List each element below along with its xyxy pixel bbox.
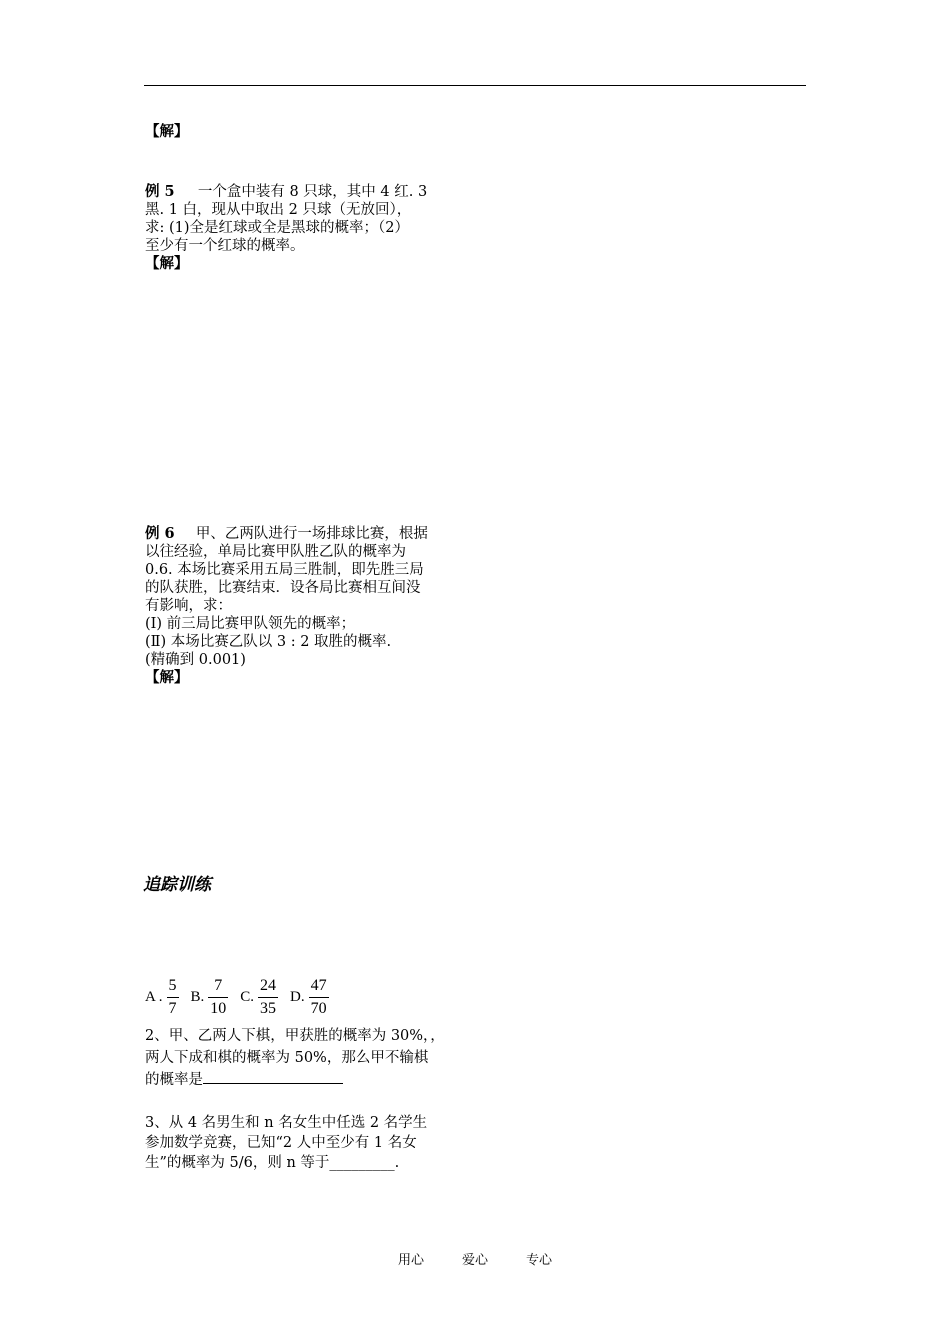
footer-text: 专心	[526, 1253, 553, 1268]
footer-text: 用心	[397, 1253, 424, 1268]
example-5	[145, 183, 465, 273]
example-6-line: 甲、乙两队进行一场排球比赛，根据	[195, 526, 428, 542]
option-c: C. $\frac{24}{35}$	[240, 975, 278, 1020]
example-5-line: 黑. 1 白，现从中取出 2 只球（无放回），	[145, 202, 412, 218]
footer-text: 爱心	[461, 1253, 488, 1268]
question-3-line: 3、从 4 名男生和 n 名女生中任选 2 名学生	[145, 1115, 428, 1131]
answer-blank	[203, 1069, 343, 1084]
example-6-line: 的队获胜，比赛结束．设各局比赛相互间没	[145, 580, 421, 596]
practice-heading: 追踪训练	[143, 875, 211, 895]
example-6-line: 有影响，求：	[145, 598, 232, 614]
example-6-label: 例 6	[145, 525, 175, 542]
example-5-label: 例 5	[145, 183, 175, 200]
fraction: $\frac{47}{70}$	[309, 975, 329, 1020]
example-6-line: 以往经验，单局比赛甲队胜乙队的概率为	[145, 544, 406, 560]
question-2-line: 2、甲、乙两人下棋，甲获胜的概率为 30%，，	[145, 1028, 445, 1044]
fraction: $\frac{7}{10}$	[208, 975, 228, 1020]
question-2-line: 两人下成和棋的概率为 50%，那么甲不输棋	[145, 1050, 429, 1066]
question-3: 3、从 4 名男生和 n 名女生中任选 2 名学生 参加数学竞赛，已知“2 人中至少有 1 名女 生”的概率为 5/6，则 n 等于_________.	[145, 1112, 475, 1172]
fraction: $\frac{24}{35}$	[258, 975, 278, 1020]
example-6-line: (精确到 0.001)	[145, 652, 246, 668]
example-5-line: 一个盒中装有 8 只球，其中 4 红. 3	[197, 184, 428, 200]
question-2	[145, 1025, 475, 1091]
question-3-line: 生”的概率为 5/6，则 n 等于	[145, 1155, 330, 1171]
example-5-line: 求: (1)全是红球或全是黑球的概率；（2）	[145, 220, 410, 236]
option-b: B. $\frac{7}{10}$	[191, 975, 229, 1020]
question-2-line: 的概率是	[145, 1072, 203, 1088]
solution-label-3: 【解】	[145, 669, 189, 686]
fraction: $\frac{5}{7}$	[167, 975, 179, 1020]
solution-label-1: 【解】	[145, 123, 189, 140]
example-5-line: 至少有一个红球的概率。	[145, 238, 305, 254]
example-6	[145, 525, 465, 687]
answer-blank: _________	[329, 1155, 395, 1171]
solution-label-2: 【解】	[145, 255, 189, 272]
q1-options	[145, 972, 341, 1022]
option-a: A . $\frac{5}{7}$	[145, 975, 179, 1020]
question-3-line: 参加数学竞赛，已知“2 人中至少有 1 名女	[145, 1135, 417, 1151]
example-6-line: 0.6. 本场比赛采用五局三胜制，即先胜三局	[145, 562, 424, 578]
example-6-line: (Ⅰ) 前三局比赛甲队领先的概率；	[145, 616, 356, 632]
example-6-line: (Ⅱ) 本场比赛乙队以 3 : 2 取胜的概率.	[145, 634, 392, 650]
header-rule	[144, 85, 806, 86]
page-footer	[0, 1249, 950, 1268]
option-d: D. $\frac{47}{70}$	[290, 975, 329, 1020]
